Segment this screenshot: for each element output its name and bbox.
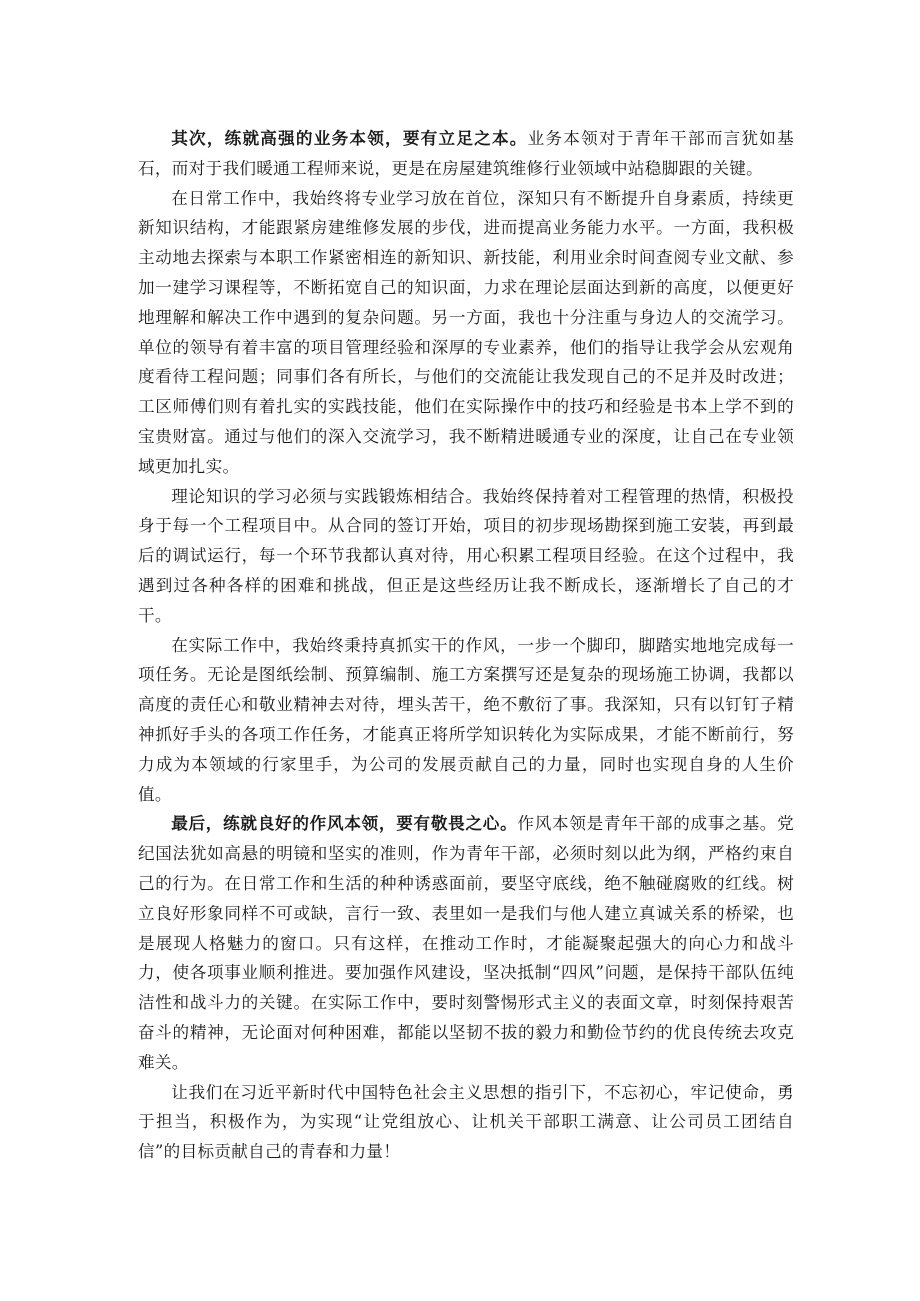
paragraph-theory-practice [138,482,794,631]
paragraph-daily-learning [138,184,794,482]
paragraph-text: 在日常工作中，我始终将专业学习放在首位，深知只有不断提升自身素质，持续更新知识结构，才能跟紧房建维修发展的步伐，进而提高业务能力水平。一方面，我积极主动地去探索与本职工作紧密相连的新知识、新技能，利用业余时间查阅专业文献、参加一建学习课程等，不断拓宽自己的知识面，力求在理论层面达到新的高度，以便更好地理解和解决工作中遇到的复杂问题。另一方面，我也十分注重与身边人的交流学习。单位的领导有着丰富的项目管理经验和深厚的专业素养，他们的指导让我学会从宏观角度看待工程问题；同事们各有所长，与他们的交流能让我发现自己的不足并及时改进；工区师傅们则有着扎实的实践技能，他们在实际操作中的技巧和经验是书本上学不到的宝贵财富。通过与他们的深入交流学习，我不断精进暖通专业的深度，让自己在专业领域更加扎实。 [138,188,794,476]
paragraph-practical-work [138,631,794,810]
paragraph-text: 业务本领对于青年干部而言犹如基石，而对于我们暖通工程师来说，更是在房屋建筑维修行业领域中站稳脚跟的关键。 [138,129,794,178]
paragraph-business-skills [138,124,794,184]
document-body [138,124,794,1167]
paragraph-heading: 最后，练就良好的作风本领，要有敬畏之心。 [171,813,518,834]
paragraph-text: 让我们在习近平新时代中国特色社会主义思想的指引下，不忘初心，牢记使命，勇于担当，积极作为，为实现“让党组放心、让机关干部职工满意、让公司员工团结自信”的目标贡献自己的青春和力量！ [138,1082,794,1162]
paragraph-text: 作风本领是青年干部的成事之基。党纪国法犹如高悬的明镜和坚实的准则，作为青年干部，必须时刻以此为纲，严格约束自己的行为。在日常工作和生活的种种诱惑面前，要坚守底线，绝不触碰腐败的红线。树立良好形象同样不可或缺，言行一致、表里如一是我们与他人建立真诚关系的桥梁，也是展现人格魅力的窗口。只有这样，在推动工作时，才能凝聚起强大的向心力和战斗力，使各项事业顺利推进。要加强作风建设，坚决抵制“四风”问题，是保持干部队伍纯洁性和战斗力的关键。在实际工作中，要时刻警惕形式主义的表面文章，时刻保持艰苦奋斗的精神，无论面对何种困难，都能以坚韧不拔的毅力和勤俭节约的优良传统去攻克难关。 [138,814,794,1072]
paragraph-conclusion [138,1078,794,1167]
paragraph-text: 在实际工作中，我始终秉持真抓实干的作风，一步一个脚印，脚踏实地地完成每一项任务。无论是图纸绘制、预算编制、施工方案撰写还是复杂的现场施工协调，我都以高度的责任心和敬业精神去对待，埋头苦干，绝不敷衍了事。我深知，只有以钉钉子精神抓好手头的各项工作任务，才能真正将所学知识转化为实际成果，才能不断前行，努力成为本领域的行家里手，为公司的发展贡献自己的力量，同时也实现自身的人生价值。 [138,635,794,804]
paragraph-heading: 其次，练就高强的业务本领，要有立足之本。 [171,128,528,148]
paragraph-text: 理论知识的学习必须与实践锻炼相结合。我始终保持着对工程管理的热情，积极投身于每一个工程项目中。从合同的签订开始，项目的初步现场勘探到施工安装，再到最后的调试运行，每一个环节我都认真对待，用心积累工程项目经验。在这个过程中，我遇到过各种各样的困难和挑战，但正是这些经历让我不断成长，逐渐增长了自己的才干。 [138,486,794,625]
paragraph-work-style [138,809,794,1077]
